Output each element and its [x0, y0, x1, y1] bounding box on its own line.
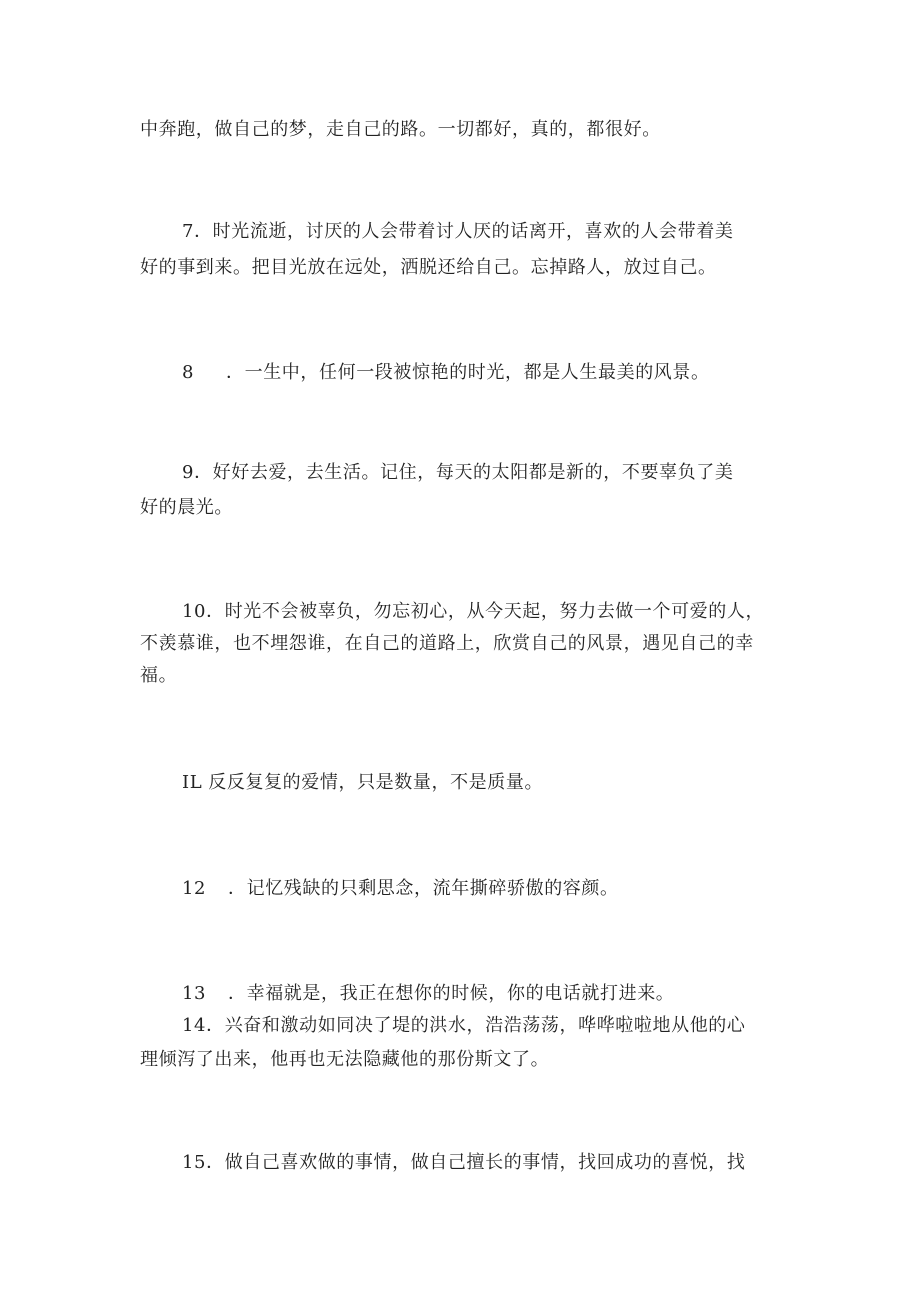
item-number: 10 [182, 601, 207, 622]
text: ．做自己喜欢做的事情，做自己擅长的事情，找回成功的喜悦，找 [206, 1152, 746, 1173]
item-number: 9 [182, 462, 195, 483]
item-number: 12 [182, 878, 207, 899]
item-number: 14 [182, 1015, 207, 1036]
paragraph-line [182, 1151, 746, 1175]
text: ．记忆残缺的只剩思念，流年撕碎骄傲的容颜。 [228, 878, 619, 899]
item-number: 13 [182, 983, 207, 1004]
text: ．时光流逝，讨厌的人会带着讨人厌的话离开，喜欢的人会带着美 [194, 221, 734, 242]
text: 反反复复的爱情，只是数量，不是质量。 [208, 772, 544, 793]
text: 不羡慕谁，也不埋怨谁，在自己的道路上，欣赏自己的风景，遇见自己的幸 [140, 633, 754, 654]
paragraph-line [182, 600, 764, 624]
text: ．好好去爱，去生活。记住，每天的太阳都是新的，不要辜负了美 [194, 462, 734, 483]
paragraph-line [182, 361, 710, 385]
text: ．幸福就是，我正在想你的时候，你的电话就打进来。 [228, 983, 675, 1004]
text: 中奔跑，做自己的梦，走自己的路。一切都好，真的，都很好。 [140, 119, 661, 140]
paragraph-line [140, 118, 661, 142]
text: 理倾泻了出来，他再也无法隐藏他的那份斯文了。 [140, 1049, 550, 1070]
paragraph-line [140, 496, 233, 520]
paragraph-line [182, 982, 674, 1006]
paragraph-line [182, 220, 733, 244]
text: ．一生中，任何一段被惊艳的时光，都是人生最美的风景。 [226, 362, 710, 383]
paragraph-line [140, 664, 177, 688]
paragraph-line [140, 256, 717, 280]
paragraph-line [140, 1048, 549, 1072]
item-number: IL [182, 772, 203, 793]
paragraph-line [182, 1014, 746, 1038]
text: ．时光不会被辜负，勿忘初心，从今天起，努力去做一个可爱的人， [206, 601, 765, 622]
text: 好的晨光。 [140, 497, 233, 518]
paragraph-line [182, 771, 543, 795]
paragraph-line [182, 877, 619, 901]
paragraph-line [140, 632, 754, 656]
text: 好的事到来。把目光放在远处，洒脱还给自己。忘掉路人，放过自己。 [140, 257, 717, 278]
text: 福。 [140, 665, 178, 686]
paragraph-line [182, 461, 733, 485]
item-number: 7 [182, 221, 195, 242]
text: ．兴奋和激动如同决了堤的洪水，浩浩荡荡，哗哗啦啦地从他的心 [206, 1015, 746, 1036]
item-number: 8 [182, 362, 195, 383]
item-number: 15 [182, 1152, 207, 1173]
